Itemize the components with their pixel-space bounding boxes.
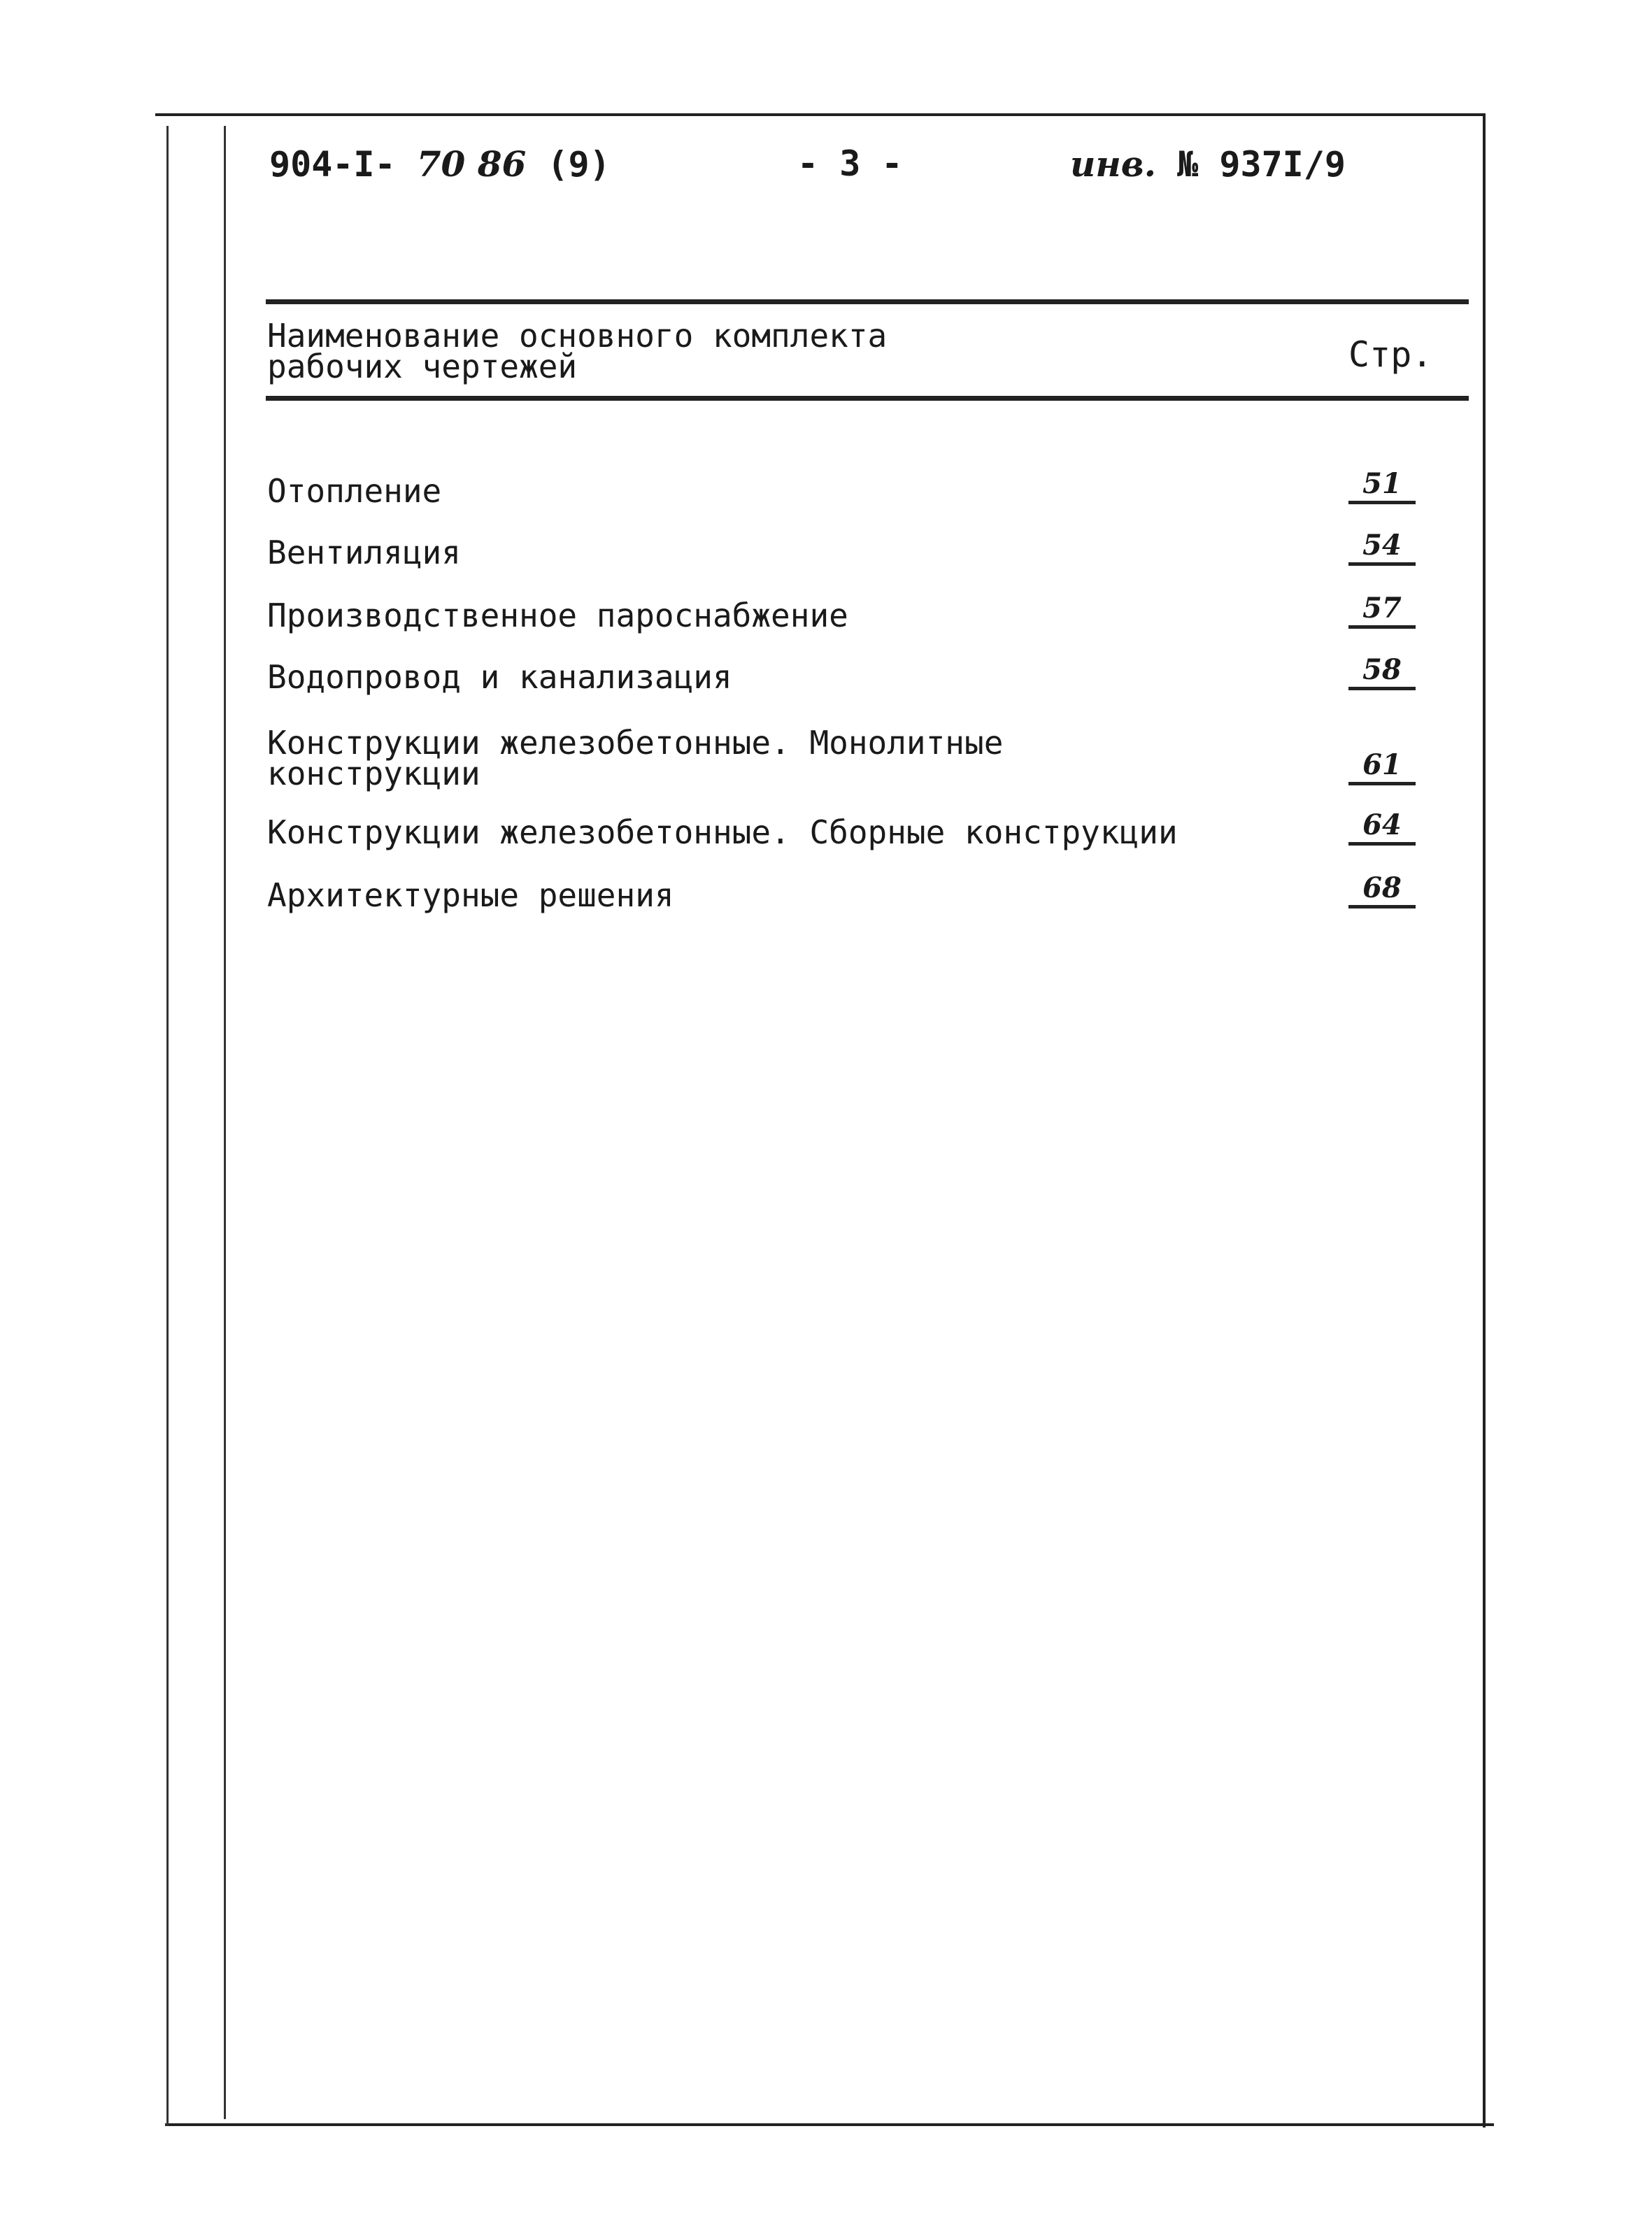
- list-item: [267, 724, 1316, 792]
- inventory-number: [1070, 143, 1346, 185]
- inventory-label: инв.: [1070, 143, 1157, 185]
- table-header-rule: [266, 396, 1469, 401]
- table-column-title: [267, 317, 1316, 385]
- page-ref: 51: [1348, 467, 1416, 504]
- page-ref: 58: [1348, 653, 1416, 690]
- page-ref: 68: [1348, 871, 1416, 908]
- frame-right-line: [1483, 113, 1486, 2127]
- page-ref: 54: [1348, 529, 1416, 566]
- frame-inner-left-line: [224, 126, 226, 2119]
- document-code-handwritten: 70 86: [416, 143, 527, 185]
- inventory-value: № 937I/9: [1177, 144, 1346, 185]
- list-item: Архитектурные решения: [267, 876, 674, 914]
- list-item: Конструкции железобетонные. Сборные конструкции: [267, 813, 1178, 851]
- list-item: Производственное пароснабжение: [267, 597, 848, 634]
- list-item-line2: конструкции: [267, 755, 480, 792]
- page-ref: 61: [1348, 748, 1416, 785]
- table-page-column-title: Стр.: [1348, 334, 1433, 375]
- table-top-rule: [266, 299, 1469, 304]
- page-number: - 3 -: [797, 143, 903, 184]
- column-title-line2: рабочих чертежей: [267, 348, 578, 385]
- frame-bottom-line: [165, 2123, 1494, 2126]
- list-item: Вентиляция: [267, 534, 461, 571]
- document-code-prefix: 904-I-: [269, 144, 396, 185]
- document-code-suffix: (9): [547, 144, 611, 185]
- frame-top-line: [155, 113, 1484, 116]
- frame-left-line: [166, 126, 169, 2126]
- page-ref: 57: [1348, 592, 1416, 629]
- column-title-line1: Наименование основного комплекта: [267, 317, 888, 355]
- list-item: Водопровод и канализация: [267, 658, 732, 696]
- list-item-line1: Конструкции железобетонные. Монолитные: [267, 724, 1004, 762]
- list-item: Отопление: [267, 472, 442, 510]
- page-ref: 64: [1348, 808, 1416, 846]
- document-code: [269, 143, 611, 185]
